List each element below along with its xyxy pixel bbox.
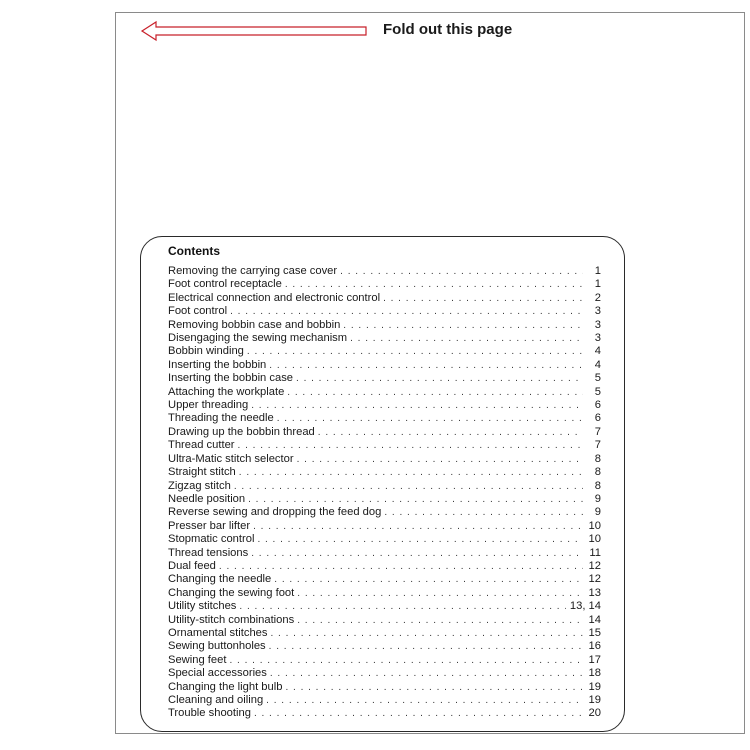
toc-entry <box>168 292 601 305</box>
toc-entry-title: Thread tensions <box>168 546 249 559</box>
toc-entry <box>168 694 601 707</box>
toc-entry-page: 5 <box>594 372 601 385</box>
toc-entry <box>168 681 601 694</box>
toc-entry-page: 9 <box>594 506 601 519</box>
toc-entry-page: 10 <box>588 533 601 546</box>
toc-entry <box>168 412 601 425</box>
toc-entry-page: 12 <box>588 573 601 586</box>
toc-entry <box>168 399 601 412</box>
toc-dot-leader <box>340 265 583 278</box>
toc-entry-title: Bobbin winding <box>168 345 244 358</box>
toc-dot-leader <box>229 654 583 667</box>
fold-out-label: Fold out this page <box>383 21 513 38</box>
toc-dot-leader <box>350 332 583 345</box>
toc-dot-leader <box>251 399 583 412</box>
toc-entry-title: Presser bar lifter <box>168 519 251 532</box>
toc-entry <box>168 332 601 345</box>
toc-entry-title: Removing the carrying case cover <box>168 265 338 277</box>
toc-entry-title: Special accessories <box>168 667 267 680</box>
toc-dot-leader <box>318 426 583 439</box>
toc-entry-page: 3 <box>594 332 601 345</box>
toc-entry-title: Utility-stitch combinations <box>168 613 295 626</box>
toc-entry <box>168 359 601 372</box>
toc-entry <box>168 426 601 439</box>
toc-entry-page: 2 <box>594 291 601 304</box>
toc-entry <box>168 386 601 399</box>
toc-entry-page: 7 <box>594 425 601 438</box>
toc-entry-page: 3 <box>594 305 601 318</box>
toc-dot-leader <box>343 319 583 332</box>
toc-dot-leader <box>253 520 583 533</box>
toc-entry-page: 20 <box>588 707 601 720</box>
toc-entry-page: 4 <box>594 358 601 371</box>
toc-entry-title: Sewing buttonholes <box>168 640 266 653</box>
toc-entry <box>168 667 601 680</box>
toc-entry-page: 7 <box>594 439 601 452</box>
toc-entry-title: Disengaging the sewing mechanism <box>168 332 348 345</box>
toc-entry-title: Inserting the bobbin case <box>168 372 294 385</box>
toc-entry <box>168 345 601 358</box>
toc-dot-leader <box>270 667 583 680</box>
toc-entry-title: Straight stitch <box>168 466 236 479</box>
toc-dot-leader <box>219 560 583 573</box>
toc-entry <box>168 707 601 720</box>
toc-entry-title: Changing the light bulb <box>168 680 283 693</box>
toc-entry-page: 8 <box>594 452 601 465</box>
toc-entry-page: 16 <box>588 640 601 653</box>
toc-entry-page: 13 <box>588 586 601 599</box>
toc-dot-leader <box>234 480 583 493</box>
toc-dot-leader <box>277 412 583 425</box>
toc-entry <box>168 614 601 627</box>
toc-dot-leader <box>266 694 583 707</box>
toc-entry <box>168 627 601 640</box>
toc-entry-title: Needle position <box>168 492 246 505</box>
toc-dot-leader <box>384 506 583 519</box>
toc-entry-page: 8 <box>594 466 601 479</box>
toc-entry-page: 9 <box>594 492 601 505</box>
toc-dot-leader <box>239 600 566 613</box>
toc-dot-leader <box>269 359 583 372</box>
toc-entry-title: Reverse sewing and dropping the feed dog <box>168 506 382 519</box>
toc-entry <box>168 319 601 332</box>
toc-entry-title: Removing bobbin case and bobbin <box>168 318 341 331</box>
toc-entry <box>168 466 601 479</box>
toc-entry-page: 11 <box>589 546 601 559</box>
toc-dot-leader <box>296 372 583 385</box>
toc-dot-leader <box>257 533 583 546</box>
toc-entry-page: 10 <box>588 519 601 532</box>
toc-entry <box>168 547 601 560</box>
toc-entry-title: Dual feed <box>168 559 216 572</box>
toc-entry-page: 1 <box>594 265 601 277</box>
toc-entry <box>168 573 601 586</box>
toc-entry-page: 14 <box>588 613 601 626</box>
toc-entry-title: Ornamental stitches <box>168 626 268 639</box>
toc-entry-page: 17 <box>588 653 601 666</box>
toc-entry <box>168 480 601 493</box>
toc-entry-page: 19 <box>588 680 601 693</box>
toc-entry-page: 8 <box>594 479 601 492</box>
toc-entry-title: Electrical connection and electronic control <box>168 291 381 304</box>
toc-dot-leader <box>297 587 583 600</box>
toc-entry <box>168 587 601 600</box>
toc-dot-leader <box>297 614 583 627</box>
toc-entry-title: Zigzag stitch <box>168 479 231 492</box>
toc-entry-page: 6 <box>594 412 601 425</box>
toc-entry <box>168 278 601 291</box>
toc-entry <box>168 372 601 385</box>
toc-entry-title: Attaching the workplate <box>168 385 285 398</box>
toc-entry-title: Ultra-Matic stitch selector <box>168 452 294 465</box>
toc-entry-page: 6 <box>594 399 601 412</box>
toc-entry-title: Utility stitches <box>168 600 237 613</box>
toc-entry-page: 5 <box>594 385 601 398</box>
toc-entry-title: Inserting the bobbin <box>168 358 267 371</box>
toc-dot-leader <box>285 681 583 694</box>
toc-entry-page: 13, 14 <box>569 600 601 613</box>
toc-entry-title: Trouble shooting <box>168 707 251 720</box>
toc-dot-leader <box>271 627 584 640</box>
toc-entry-title: Upper threading <box>168 399 249 412</box>
toc-dot-leader <box>230 305 583 318</box>
toc-entry <box>168 560 601 573</box>
toc-entry-title: Changing the sewing foot <box>168 586 295 599</box>
toc-dot-leader <box>269 640 583 653</box>
toc-dot-leader <box>383 292 583 305</box>
toc-dot-leader <box>274 573 583 586</box>
toc-entry <box>168 520 601 533</box>
toc-entry <box>168 506 601 519</box>
toc-entry-title: Drawing up the bobbin thread <box>168 425 315 438</box>
toc-entry-title: Stopmatic control <box>168 533 255 546</box>
toc-entry <box>168 453 601 466</box>
contents-heading: Contents <box>168 244 220 258</box>
toc-entry-title: Foot control <box>168 305 228 318</box>
table-of-contents <box>168 265 601 721</box>
toc-dot-leader <box>247 345 583 358</box>
toc-dot-leader <box>297 453 583 466</box>
toc-dot-leader <box>238 439 583 452</box>
toc-entry <box>168 265 601 278</box>
toc-entry-title: Thread cutter <box>168 439 235 452</box>
toc-dot-leader <box>285 278 583 291</box>
toc-entry-title: Threading the needle <box>168 412 274 425</box>
toc-entry-page: 3 <box>594 318 601 331</box>
toc-dot-leader <box>239 466 583 479</box>
toc-dot-leader <box>251 547 583 560</box>
toc-entry-page: 1 <box>594 278 601 291</box>
toc-dot-leader <box>287 386 583 399</box>
toc-entry-page: 12 <box>588 559 601 572</box>
toc-entry-title: Foot control receptacle <box>168 278 282 291</box>
toc-entry-title: Cleaning and oiling <box>168 694 264 706</box>
toc-dot-leader <box>248 493 583 506</box>
toc-entry-title: Sewing feet <box>168 653 227 666</box>
toc-entry <box>168 533 601 546</box>
toc-entry-page: 18 <box>588 667 601 680</box>
toc-entry-page: 19 <box>588 694 601 706</box>
toc-entry <box>168 600 601 613</box>
toc-entry <box>168 640 601 653</box>
toc-entry <box>168 439 601 452</box>
toc-entry-page: 4 <box>594 345 601 358</box>
toc-entry <box>168 493 601 506</box>
toc-dot-leader <box>254 707 583 720</box>
toc-entry-title: Changing the needle <box>168 573 272 586</box>
toc-entry <box>168 305 601 318</box>
left-arrow-icon <box>140 20 368 42</box>
toc-entry-page: 15 <box>588 626 601 639</box>
toc-entry <box>168 654 601 667</box>
